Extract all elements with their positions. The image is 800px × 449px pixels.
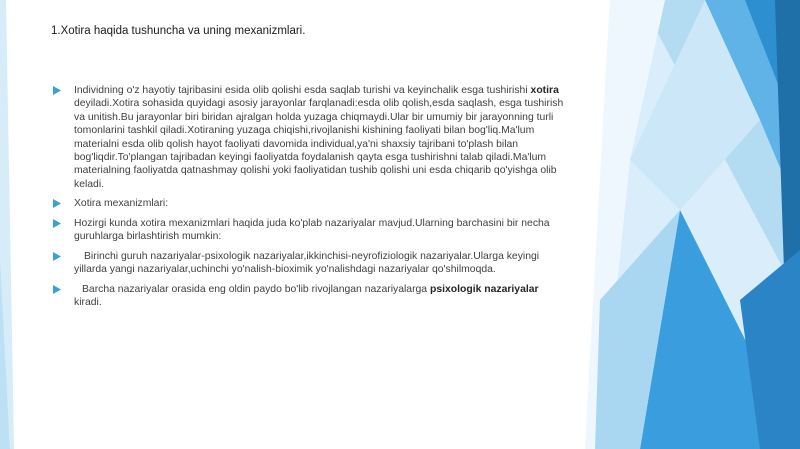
triangle-right-icon bbox=[53, 199, 61, 208]
bullet-text-end: deyiladi.Xotira sohasida quyidagi asosiy jarayonlar farqlanadi:esda olib qolish,esda saqlash, esga tushirish va unitish.Bu jarayonlar biri biridan ajralgan holda yuzaga chiqmaydi.Ular bir umumiy bir jarayonning turli tomonlarini tashkil qiladi.Xotiraning yuzaga chiqishi,rivojlanishi kishining faoliyati bilan bog'liq.Ma'lum materialni esda olib qolish hayot faoliyati davomida individual,ya'ni shaxsiy tajribani to'plash bilan bog'liqdir.To'plangan tajribadan keyingi faoliyatda foydalanish qayta esga tushirishni talab qiladi.Ma'lum materialning faoliyatda qatnashmay qolishi yoki faoliyatidan tushib qolishi uni esda chiqarib qo'yishga olib keladi. bbox=[74, 98, 564, 190]
triangle-right-icon bbox=[53, 219, 61, 228]
bullet-item bbox=[52, 250, 564, 277]
triangle-right-icon bbox=[53, 285, 61, 294]
bullet-text: Birinchi guruh nazariyalar-psixologik nazariyalar,ikkinchisi-neyrofiziologik nazariyalar.Ularga keyingi yillarda yangi nazariyalar,uchinchi yo'nalish-bioximik yo'nalishdagi nazariyalar qo'shilmoqda. bbox=[74, 251, 540, 276]
bullet-item bbox=[52, 283, 564, 310]
bullet-item bbox=[52, 197, 564, 210]
bullet-list bbox=[52, 84, 564, 316]
slide-title: 1.Xotira haqida tushuncha va uning mexanizmlari. bbox=[51, 25, 306, 37]
bullet-text-start: Barcha nazariyalar orasida eng oldin paydo bo'lib rivojlangan nazariyalarga bbox=[82, 284, 430, 296]
triangle-right-icon bbox=[53, 252, 61, 261]
bullet-text-end: kiradi. bbox=[74, 297, 102, 309]
bullet-text-start: Individning o'z hayotiy tajribasini esida olib qolishi esda saqlab turishi va keyinchalik esga tushirishi bbox=[74, 85, 531, 96]
bullet-text-bold: xotira bbox=[530, 85, 559, 96]
bullet-text-bold: psixologik nazariyalar bbox=[429, 284, 539, 296]
bullet-text: Xotira mexanizmlari: bbox=[74, 198, 169, 210]
bullet-item bbox=[52, 84, 564, 191]
bullet-item bbox=[52, 217, 564, 244]
triangle-right-icon bbox=[53, 86, 61, 95]
bullet-text: Hozirgi kunda xotira mexanizmlari haqida juda ko'plab nazariyalar mavjud.Ularning barchasini bir necha guruhlarga birlashtirish mumkin: bbox=[74, 218, 550, 243]
